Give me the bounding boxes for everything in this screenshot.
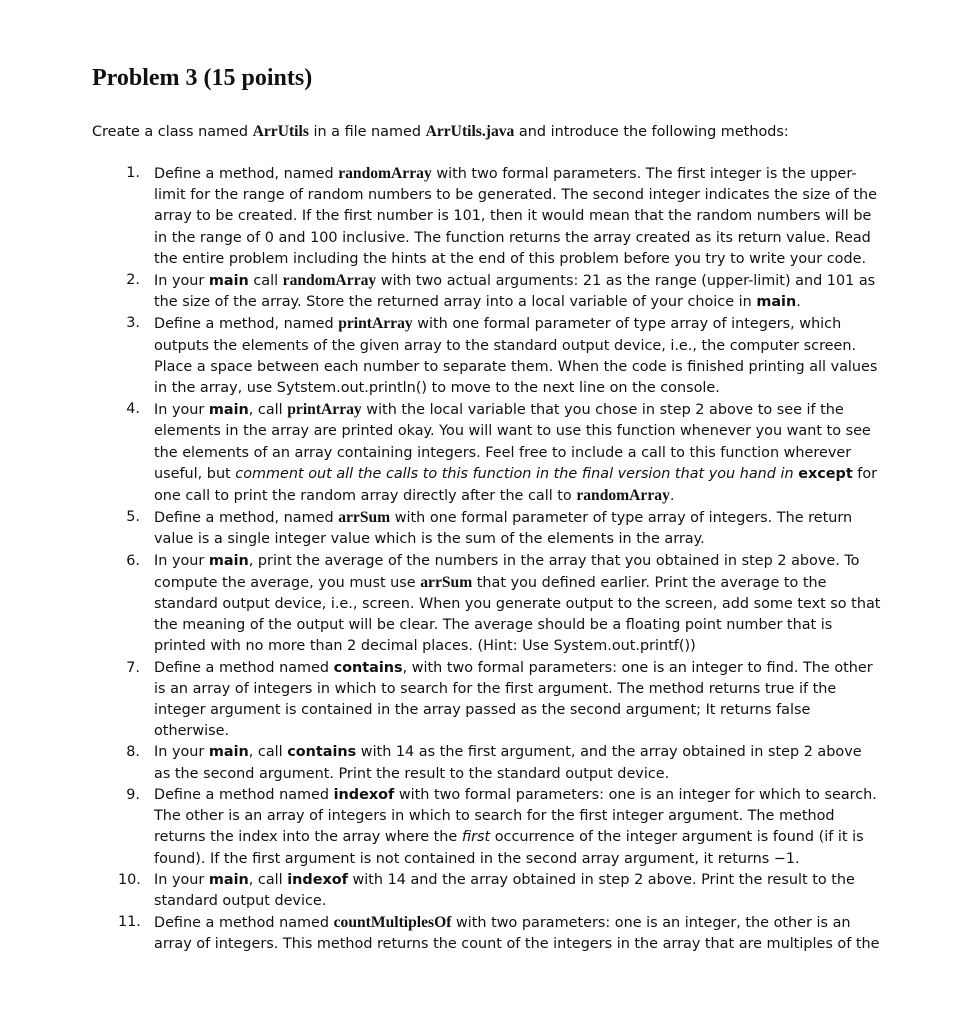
list-item: 2. In your main call randomArray with two actual arguments: 21 as the range (upper-limit) and 101 as the size of the array. Store the returned array into a local variable of your choice in main. [92, 270, 882, 313]
item-number: 7. [126, 659, 140, 676]
item-number: 10. [118, 871, 141, 888]
item-number: 4. [126, 401, 140, 418]
list-item: 11. Define a method named countMultiplesOf with two parameters: one is an integer, the other is an array of integers. This method returns the count of the integers in the array that are multiples of the [118, 914, 880, 953]
class-name: ArrUtils [252, 123, 309, 140]
item-number: 11. [118, 914, 141, 931]
item-number: 9. [126, 786, 140, 803]
file-name: ArrUtils.java [425, 123, 515, 140]
list-item: 8. In your main, call contains with 14 as the first argument, and the array obtained in step 2 above as the second argument. Print the result to the standard output device. [92, 742, 882, 784]
list-item: 1. Define a method, named randomArray with two formal parameters. The first integer is the upper-limit for the range of random numbers to be generated. The second integer indicates the size of the array to be created. If the first number is 101, then it would mean that the random numbers will be in the range of 0 and 100 inclusive. The function returns the array created as its return value. Read the entire problem including the hints at the end of this problem before you try to write your code. [92, 163, 882, 270]
method-list [92, 163, 882, 956]
item-number: 1. [126, 165, 140, 181]
list-item: 4. In your main, call printArray with the local variable that you chose in step 2 above to see if the elements in the array are printed okay. You will want to use this function whenever you want to see the elements of an array containing integers. Feel free to include a call to this function wherever useful, but comment out all the calls to this function in the final version that you hand in except for one call to print the random array directly after the call to randomArray. [92, 399, 882, 507]
list-item: 7. Define a method named contains, with two formal parameters: one is an integer to find. The other is an array of integers in which to search for the first argument. The method returns true if the integer argument is contained in the array passed as the second argument; It returns false otherwise. [92, 658, 882, 743]
item-number: 6. [126, 552, 140, 569]
item-number: 8. [126, 744, 140, 761]
list-item: 9. Define a method named indexof with two formal parameters: one is an integer for which to search. The other is an array of integers in which to search for the first integer argument. The method returns the index into the array where the first occurrence of the integer argument is found (if it is found). If the first argument is not contained in the second array argument, it returns −1. [92, 785, 882, 870]
list-item: 5. Define a method, named arrSum with one formal parameter of type array of integers. The return value is a single integer value which is the sum of the elements in the array. [92, 507, 882, 550]
item-number: 5. [126, 509, 140, 526]
item-number: 3. [126, 315, 140, 332]
intro-paragraph: Create a class named ArrUtils in a file named ArrUtils.java and introduce the following methods: [92, 123, 789, 140]
problem-title: Problem 3 (15 points) [92, 65, 313, 91]
list-item: 6. In your main, print the average of the numbers in the array that you obtained in step 2 above. To compute the average, you must use arrSum that you defined earlier. Print the average to the standard output device, i.e., screen. When you generate output to the screen, add some text so that the meaning of the output will be clear. The average should be a floating point number that is printed with no more than 2 decimal places. (Hint: Use System.out.printf()) [92, 551, 882, 658]
item-number: 2. [126, 272, 140, 289]
list-item: 3. Define a method, named printArray with one formal parameter of type array of integers, which outputs the elements of the given array to the standard output device, i.e., the computer screen. Place a space between each number to separate them. When the code is finished printing all values in the array, use Sytstem.out.println() to move to the next line on the console. [92, 313, 882, 399]
list-item: 10. In your main, call indexof with 14 and the array obtained in step 2 above. Print the result to the standard output device. [118, 871, 855, 909]
